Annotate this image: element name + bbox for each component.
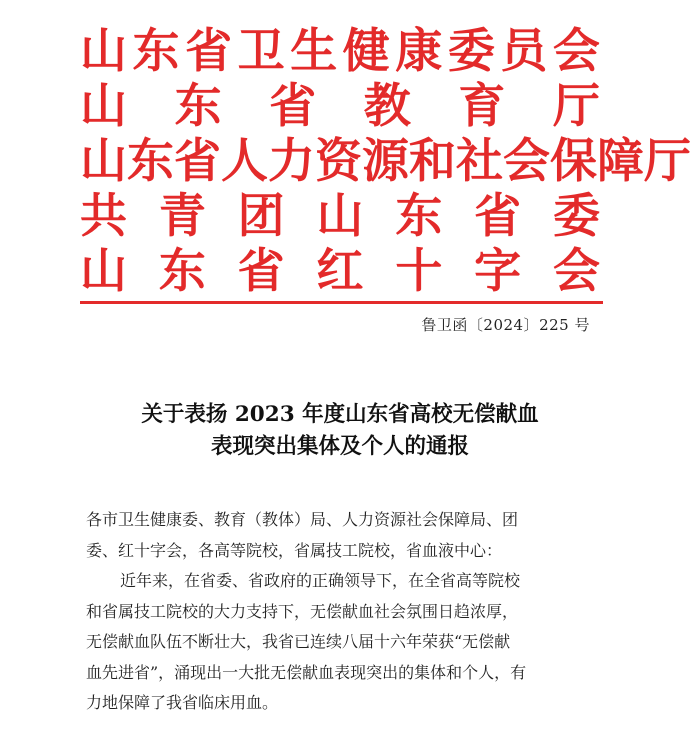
issuer-char: 东 — [127, 134, 174, 189]
paragraph-1-line-2: 和省属技工院校的大力支持下，无偿献血社会氛围日趋浓厚， — [86, 601, 519, 621]
title-line-2: 表现突出集体及个人的通报 — [210, 434, 469, 459]
paragraph-1-line-5: 力地保障了我省临床用血。 — [86, 693, 279, 712]
issuer-human-resources-department — [80, 134, 691, 189]
issuer-char: 山 — [80, 134, 127, 189]
issuer-char: 会 — [552, 244, 600, 299]
issuer-education-department — [80, 79, 600, 134]
issuer-char: 生 — [290, 24, 338, 79]
issuer-char: 资 — [315, 134, 362, 189]
issuer-row — [80, 189, 600, 244]
issuer-char: 人 — [221, 134, 268, 189]
issuer-char: 山 — [80, 24, 127, 79]
issuer-char: 教 — [363, 79, 411, 134]
issuer-char: 省 — [237, 244, 285, 299]
issuer-char: 省 — [269, 79, 317, 134]
issuer-char: 省 — [185, 24, 233, 79]
issuer-youth-league — [80, 189, 600, 244]
issuer-char: 东 — [158, 244, 206, 299]
document-title — [60, 399, 620, 463]
issuer-char: 保 — [550, 134, 597, 189]
issuer-row — [80, 134, 691, 189]
issuer-char: 厅 — [552, 79, 600, 134]
issuer-char: 康 — [395, 24, 443, 79]
issuer-char: 山 — [316, 189, 364, 244]
paragraph-1-line-1: 近年来，在省委、省政府的正确领导下，在全省高等院校 — [120, 571, 521, 590]
document-body — [86, 505, 596, 719]
issuer-char: 社 — [456, 134, 503, 189]
issuer-row — [80, 244, 600, 299]
issuer-char: 青 — [158, 189, 206, 244]
issuer-char: 力 — [268, 134, 315, 189]
issuer-char: 东 — [174, 79, 222, 134]
issuer-char: 会 — [552, 24, 600, 79]
document-number: 鲁卫函〔2024〕225 号 — [421, 316, 590, 334]
issuer-char: 健 — [342, 24, 390, 79]
issuer-char: 东 — [395, 189, 443, 244]
addressee-line-1: 各市卫生健康委、教育（教体）局、人力资源社会保障局、团 — [86, 510, 519, 529]
issuer-char: 东 — [132, 24, 180, 79]
issuer-char: 字 — [474, 244, 522, 299]
issuer-char: 山 — [80, 244, 127, 299]
issuer-char: 员 — [500, 24, 548, 79]
paragraph-1-line-4: 血先进省”，涌现出一大批无偿献血表现突出的集体和个人，有 — [86, 662, 527, 682]
issuer-char: 红 — [316, 244, 364, 299]
issuer-char: 省 — [174, 134, 221, 189]
issuer-red-cross — [80, 244, 600, 299]
red-divider-line — [80, 301, 603, 304]
issuer-char: 卫 — [237, 24, 285, 79]
issuer-char: 育 — [458, 79, 506, 134]
issuer-health-commission — [80, 24, 600, 79]
issuer-char: 源 — [362, 134, 409, 189]
issuer-char: 山 — [80, 79, 127, 134]
issuer-char: 障 — [597, 134, 644, 189]
issuer-char: 厅 — [644, 134, 691, 189]
issuer-char: 省 — [474, 189, 522, 244]
addressee-line-2: 委、红十字会，各高等院校，省属技工院校，省血液中心： — [86, 540, 503, 560]
issuer-char: 和 — [409, 134, 456, 189]
issuer-row — [80, 79, 600, 134]
issuer-char: 团 — [237, 189, 285, 244]
title-line-1: 关于表扬 2023 年度山东省高校无偿献血 — [141, 402, 539, 427]
paragraph-1-line-3: 无偿献血队伍不断壮大，我省已连续八届十六年荣获“无偿献 — [86, 632, 511, 651]
issuer-char: 委 — [447, 24, 495, 79]
issuer-char: 委 — [552, 189, 600, 244]
issuer-char: 共 — [80, 189, 127, 244]
issuer-char: 会 — [503, 134, 550, 189]
issuer-char: 十 — [395, 244, 443, 299]
letterhead — [80, 24, 691, 299]
issuer-row — [80, 24, 600, 79]
